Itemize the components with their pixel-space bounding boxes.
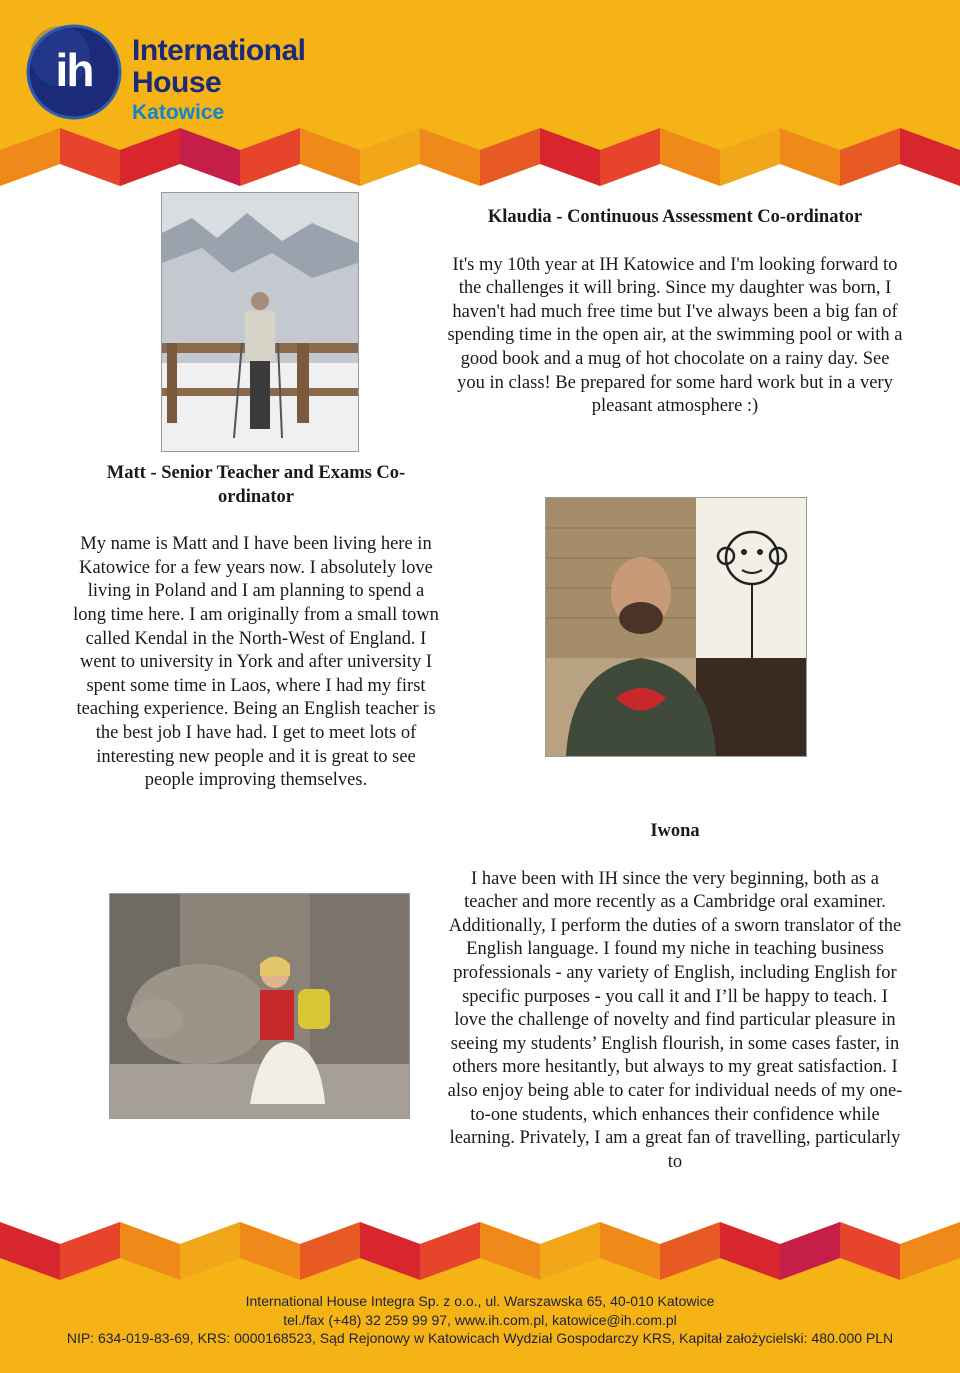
matt-bio: My name is Matt and I have been living here in Katowice for a few years now. I absolutely love living in Poland and I am planning to spend a long time here. I am originally from a small town called Kendal in the North-West of England. I went to university in York and after university I spent some time in Laos, where I had my first teaching experience. Being an English teacher is the best job I have had. I get to meet lots of interesting new people and it is great to see people improving themselves. xyxy=(73,534,439,791)
header-banner xyxy=(0,0,960,200)
logo-wordmark xyxy=(132,36,306,123)
footer-contact: tel./fax (+48) 32 259 99 97, www.ih.com.pl, katowice@ih.com.pl xyxy=(283,1312,677,1328)
footer-registration: NIP: 634-019-83-69, KRS: 0000168523, Sąd Rejonowy w Katowicach Wydział Gospodarczy KRS, Kapitał założycielski: 480.000 PLN xyxy=(66,1330,894,1346)
klaudia-section xyxy=(446,206,904,419)
iwona-section xyxy=(446,820,904,1174)
matt-name: Matt - Senior Teacher and Exams Co-ordinator xyxy=(106,463,406,507)
logo-mark: ih xyxy=(55,44,93,96)
matt-section xyxy=(70,462,442,793)
footer-address: International House Integra Sp. z o.o., ul. Warszawska 65, 40-010 Katowice xyxy=(245,1293,715,1309)
matt-photo xyxy=(161,192,359,452)
klaudia-name: Klaudia - Continuous Assessment Co-ordinator xyxy=(487,207,863,227)
logo-line-international: International xyxy=(132,34,306,67)
footer-banner xyxy=(0,1218,960,1373)
iwona-bio: I have been with IH since the very beginning, both as a teacher and more recently as a Cambridge oral examiner. Additionally, I perform the duties of a sworn translator of the English language. I found my niche in teaching business professionals - any variety of English, including English for specific purposes - you call it and I’ll be happy to teach. I love the challenge of novelty and find particular pleasure in seeing my students’ English flourish, in some cases faster, in others more hesitantly, but always to my great satisfaction. I also enjoy being able to cater for individual needs of my one-to-one students, which enhances their confidence while learning. Privately, I am a great fan of travelling, particularly to xyxy=(447,868,903,1172)
klaudia-bio: It's my 10th year at IH Katowice and I'm looking forward to the challenges it will bring. Since my daughter was born, I haven't had much free time but I've always been a big fan of spending time in the open air, at the swimming pool or with a good book and a mug of hot chocolate on a rainy day. See you in class! Be prepared for some hard work but in a very pleasant atmosphere :) xyxy=(447,254,903,417)
man-photo xyxy=(545,497,807,757)
logo-line-house: House xyxy=(132,66,222,99)
woman-photo xyxy=(109,893,410,1119)
logo-line-katowice: Katowice xyxy=(132,101,225,124)
iwona-name: Iwona xyxy=(650,821,700,841)
